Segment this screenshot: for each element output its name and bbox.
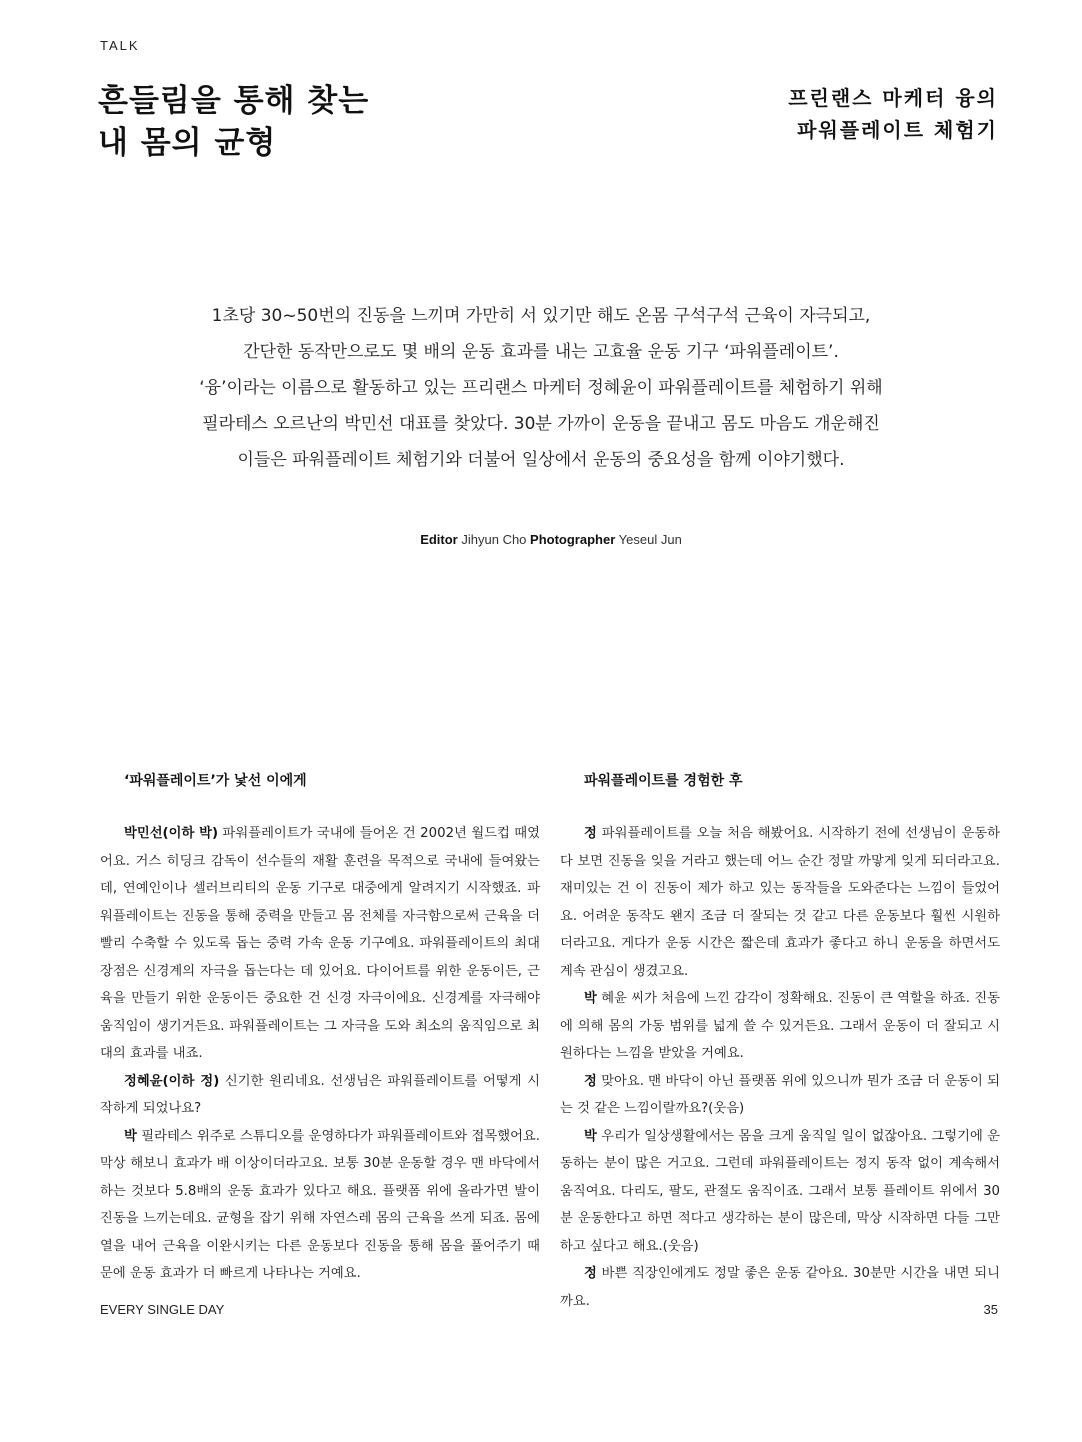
paragraph-text: 필라테스 위주로 스튜디오를 운영하다가 파워플레이트와 접목했어요. 막상 해보니 효과가 배 이상이더라고요. 보통 30분 운동할 경우 맨 바닥에서 하는 것보다 5.8배의 운동 효과가 있다고 해요. 플랫폼 위에 올라가면 발이 진동을 느끼는데요. 균형을 잡기 위해 자연스레 몸의 근육을 쓰게 되죠. 몸에 열을 내어 근육을 이완시키는 다른 운동보다 진동을 통해 몸을 풀어주기 때문에 운동 효과가 더 빠르게 나타나는 거예요.	[100, 1128, 540, 1281]
paragraph-text: 파워플레이트를 오늘 처음 해봤어요. 시작하기 전에 선생님이 운동하다 보면 진동을 잊을 거라고 했는데 어느 순간 정말 까맣게 잊게 되더라고요. 재미있는 건 이 진동이 제가 하고 있는 동작들을 도와준다는 느낌이 들었어요. 어려운 동작도 왠지 조금 더 잘되는 것 같고 다른 운동보다 훨씬 시원하더라고요. 게다가 운동 시간은 짧은데 효과가 좋다고 하니 운동을 하면서도 계속 관심이 생겼고요.	[560, 826, 1000, 979]
title-line: 흔들림을 통해 찾는	[98, 83, 370, 119]
speaker-label: 정혜윤(이하 정)	[124, 1073, 220, 1089]
left-column	[100, 770, 540, 1288]
section-tag: TALK	[100, 38, 140, 53]
column-heading: 파워플레이트를 경험한 후	[584, 773, 743, 789]
interview-paragraph	[560, 1260, 1000, 1315]
paragraph-text: 바쁜 직장인에게도 정말 좋은 운동 같아요. 30분만 시간을 내면 되니까요.	[560, 1266, 1000, 1309]
lead-line: 이들은 파워플레이트 체험기와 더불어 일상에서 운동의 중요성을 함께 이야기했다.	[237, 450, 845, 470]
credits	[0, 532, 1082, 547]
speaker-label: 박	[124, 1128, 137, 1144]
interview-paragraph	[100, 1068, 540, 1123]
column-heading: ‘파워플레이트’가 낯선 이에게	[124, 773, 307, 789]
paragraph-text: 맞아요. 맨 바닥이 아닌 플랫폼 위에 있으니까 뭔가 조금 더 운동이 되는 것 같은 느낌이랄까요?(웃음)	[560, 1073, 1000, 1116]
lead-line: 1초당 30~50번의 진동을 느끼며 가만히 서 있기만 해도 온몸 구석구석 근육이 자극되고,	[211, 306, 871, 326]
interview-paragraph	[100, 1123, 540, 1288]
speaker-label: 정	[584, 1266, 597, 1281]
speaker-label: 박	[584, 991, 597, 1006]
interview-paragraph	[560, 1068, 1000, 1123]
paragraph-text: 우리가 일상생활에서는 몸을 크게 움직일 일이 없잖아요. 그렇기에 운동하는 분이 많은 거고요. 그런데 파워플레이트는 정지 동작 없이 계속해서 움직여요. 다리도, 팔도, 관절도 움직이죠. 그래서 보통 플레이트 위에서 30분 운동한다고 하면 적다고 생각하는 분이 많은데, 막상 시작하면 다들 그만하고 싶다고 해요.(웃음)	[560, 1128, 1000, 1254]
lead-line: ‘융’이라는 이름으로 활동하고 있는 프리랜스 마케터 정혜윤이 파워플레이트를 체험하기 위해	[199, 378, 883, 398]
speaker-label: 정	[584, 826, 597, 841]
subtitle-line: 프린랜스 마케터 융의	[788, 86, 998, 110]
paragraph-text: 신기한 원리네요. 선생님은 파워플레이트를 어떻게 시작하게 되었나요?	[100, 1073, 540, 1116]
interview-paragraph	[560, 1123, 1000, 1261]
article-subtitle	[788, 82, 998, 146]
photographer-label: Photographer	[530, 532, 616, 547]
magazine-name: EVERY SINGLE DAY	[100, 1302, 225, 1317]
speaker-label: 박	[584, 1128, 597, 1144]
interview-paragraph	[560, 985, 1000, 1068]
speaker-label: 정	[584, 1073, 597, 1089]
title-line: 내 몸의 균형	[98, 125, 277, 161]
editor-name: Jihyun Cho	[461, 532, 527, 547]
subtitle-line: 파워플레이트 체험기	[797, 118, 998, 142]
lead-line: 간단한 동작만으로도 몇 배의 운동 효과를 내는 고효율 운동 기구 ‘파워플레이트’.	[243, 342, 839, 362]
paragraph-text: 혜윤 씨가 처음에 느낀 감각이 정확해요. 진동이 큰 역할을 하죠. 진동에 의해 몸의 가동 범위를 넓게 쓸 수 있거든요. 그래서 운동이 더 잘되고 시원하다는 느낌을 받았을 거예요.	[560, 991, 1000, 1061]
speaker-label: 박민선(이하 박)	[124, 826, 219, 841]
interview-paragraph	[100, 820, 540, 1068]
lead-line: 필라테스 오르난의 박민선 대표를 찾았다. 30분 가까이 운동을 끝내고 몸도 마음도 개운해진	[202, 414, 880, 434]
photographer-name: Yeseul Jun	[618, 532, 682, 547]
page-number: 35	[983, 1302, 998, 1317]
paragraph-text: 파워플레이트가 국내에 들어온 건 2002년 월드컵 때였어요. 거스 히딩크 감독이 선수들의 재활 훈련을 목적으로 국내에 들여왔는데, 연예인이나 셀러브리티의 운동 기구로 대중에게 알려지기 시작했죠. 파워플레이트는 진동을 통해 중력을 만들고 몸 전체를 자극함으로써 근육을 더 빨리 수축할 수 있도록 돕는 중력 가속 운동 기구예요. 파워플레이트의 최대 장점은 신경계의 자극을 돕는다는 데 있어요. 다이어트를 위한 운동이든, 근육을 만들기 위한 운동이든 중요한 건 신경 자극이에요. 신경계를 자극해야 움직임이 생기거든요. 파워플레이트는 그 자극을 도와 최소의 움직임으로 최대의 효과를 내죠.	[100, 826, 541, 1061]
lead-paragraph	[100, 298, 982, 478]
interview-paragraph	[560, 820, 1000, 985]
article-title	[98, 80, 369, 164]
editor-label: Editor	[420, 532, 458, 547]
right-column	[560, 770, 1000, 1315]
